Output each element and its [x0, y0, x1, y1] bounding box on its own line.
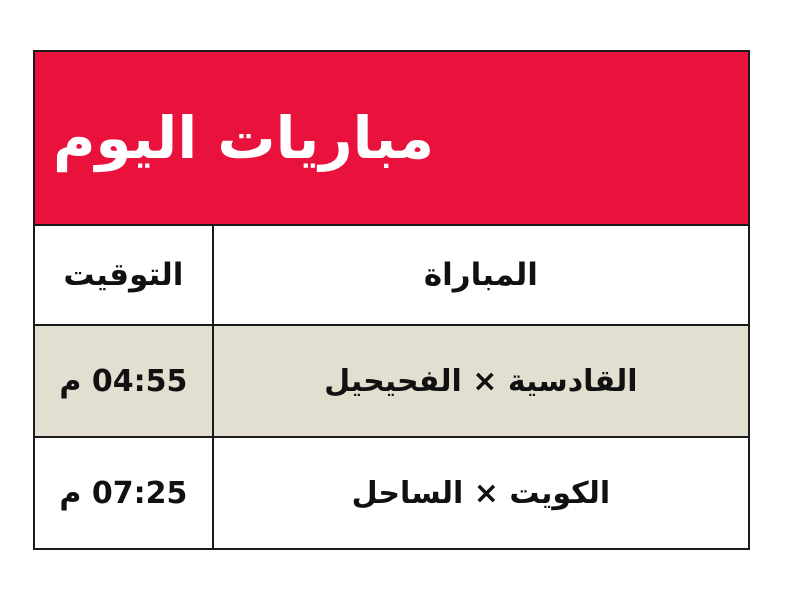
time-value: 04:55 — [91, 363, 188, 399]
table-row — [34, 437, 749, 549]
time-cell — [34, 325, 213, 437]
fixtures-table — [33, 50, 750, 550]
fixtures-table-container — [33, 50, 750, 550]
column-header-time: التوقيت — [34, 225, 213, 325]
time-period: م — [59, 475, 82, 511]
match-cell: الكويت × الساحل — [213, 437, 749, 549]
banner-row — [34, 51, 749, 225]
column-header-row — [34, 225, 749, 325]
table-row — [34, 325, 749, 437]
match-cell: القادسية × الفحيحيل — [213, 325, 749, 437]
page-title: مباريات اليوم — [53, 104, 434, 172]
banner-cell — [34, 51, 749, 225]
time-period: م — [59, 363, 82, 399]
time-value: 07:25 — [91, 475, 188, 511]
column-header-match: المباراة — [213, 225, 749, 325]
time-cell — [34, 437, 213, 549]
